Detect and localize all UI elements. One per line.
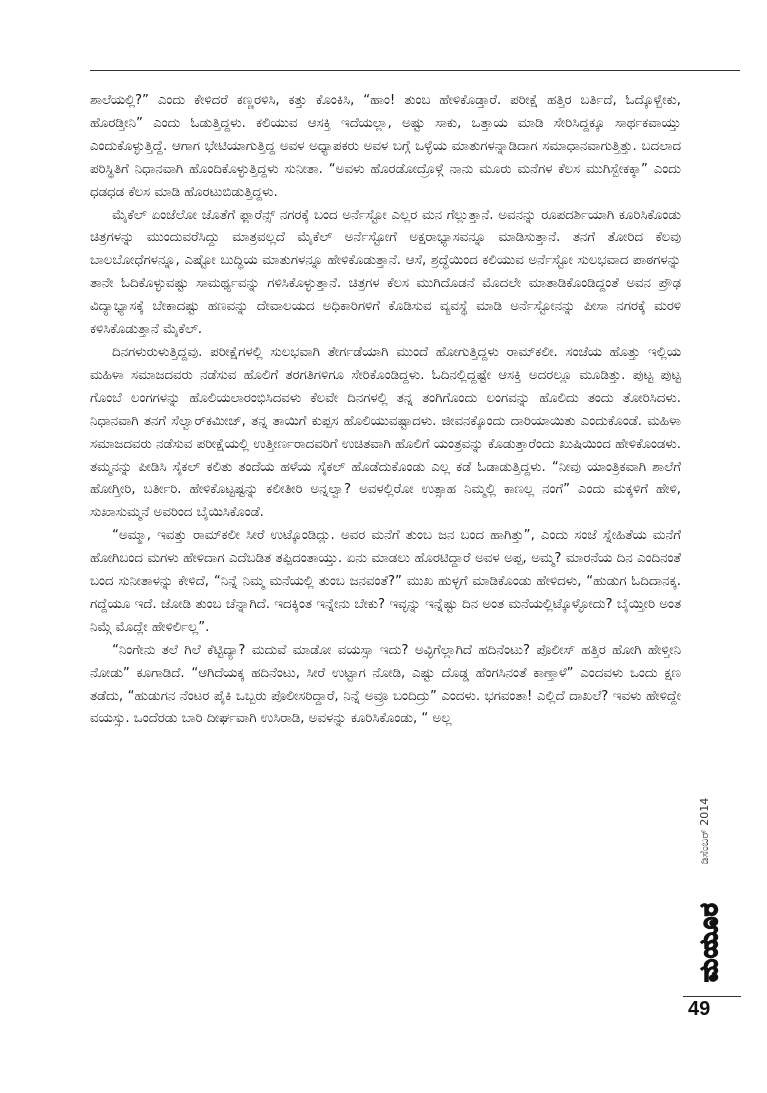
page-number: 49	[688, 998, 711, 1020]
article-paragraph: ಮೈಕೆಲ್ ಏಂಜೆಲೋ ಜೊತೆಗೆ ಫ್ಲಾರೆನ್ಸ್ ನಗರಕ್ಕೆ ಬಂದ ಅರ್ನೆಸ್ಟೋ ಎಲ್ಲರ ಮನ ಗೆಲ್ಲುತ್ತಾನೆ. ಅವನನ್ನು ರೂಪದರ್ಶಿಯಾಗಿ ಕೂರಿಸಿಕೊಂಡು ಚಿತ್ರಗಳನ್ನು ಮುಂದುವರೆಸಿದ್ದು ಮಾತ್ರವಲ್ಲದೆ ಮೈಕೆಲ್ ಅರ್ನೆಸ್ಟೋಗೆ ಅಕ್ಷರಾಭ್ಯಾಸವನ್ನೂ ಮಾಡಿಸುತ್ತಾನೆ. ತನಗೆ ತೋರಿದ ಕೆಲವು ಬಾಲಬೋಧೆಗಳನ್ನೂ, ಎಷ್ಟೋ ಬುದ್ಧಿಯ ಮಾತುಗಳನ್ನೂ ಹೇಳಿಕೊಡುತ್ತಾನೆ. ಆಸೆ, ಶ್ರದ್ಧೆಯಿಂದ ಕಲಿಯುವ ಅರ್ನೆಸ್ಟೋ ಸುಲಭವಾದ ಪಾಠಗಳನ್ನು ತಾನೇ ಓದಿಕೊಳ್ಳುವಷ್ಟು ಸಾಮರ್ಥ್ಯವನ್ನು ಗಳಿಸಿಕೊಳ್ಳುತ್ತಾನೆ. ಚಿತ್ರಗಳ ಕೆಲಸ ಮುಗಿದೊಡನೆ ಮೊದಲೇ ಮಾತಾಡಿಕೊಂಡಿದ್ದಂತೆ ಅವನ ಪ್ರೌಢ ವಿದ್ಯಾಭ್ಯಾಸಕ್ಕೆ ಬೇಕಾದಷ್ಟು ಹಣವನ್ನು ದೇವಾಲಯದ ಅಧಿಕಾರಿಗಳಿಗೆ ಕೊಡಿಸುವ ವ್ಯವಸ್ಥೆ ಮಾಡಿ ಅರ್ನೆಸ್ಟೋನನ್ನು ಪೀಸಾ ನಗರಕ್ಕೆ ಮರಳಿ ಕಳಿಸಿಕೊಡುತ್ತಾನೆ ಮೈಕೆಲ್.	[90, 207, 681, 338]
magazine-side-strip	[693, 786, 723, 982]
article-paragraph: ದಿನಗಳುರುಳುತ್ತಿದ್ದವು. ಪರೀಕ್ಷೆಗಳಲ್ಲಿ ಸುಲಭವಾಗಿ ತೇರ್ಗಡೆಯಾಗಿ ಮುಂದೆ ಹೋಗುತ್ತಿದ್ದಳು ರಾಮ್‌ಕಲೀ. ಸಂಜೆಯ ಹೊತ್ತು ಇಲ್ಲಿಯ ಮಹಿಳಾ ಸಮಾಜದವರು ನಡೆಸುವ ಹೊಲಿಗೆ ತರಗತಿಗಳಿಗೂ ಸೇರಿಕೊಂಡಿದ್ದಳು. ಓದಿನಲ್ಲಿದ್ದಷ್ಟೇ ಆಸಕ್ತಿ ಅದರಲ್ಲೂ ಮೂಡಿತ್ತು. ಪುಟ್ಟ ಪುಟ್ಟ ಗೊಂಬೆ ಲಂಗಗಳನ್ನು ಹೊಲಿಯಲಾರಂಭಿಸಿದವಳು ಕೆಲವೇ ದಿನಗಳಲ್ಲಿ ತನ್ನ ತಂಗಿಗೊಂದು ಲಂಗವನ್ನು ಹೊಲಿದು ತಂದು ತೋರಿಸಿದಳು. ನಿಧಾನವಾಗಿ ತನಗೆ ಸೆಲ್ವಾರ್‌ಕಮೀಜ್, ತನ್ನ ತಾಯಿಗೆ ಕುಪ್ಪಸ ಹೊಲಿಯುವಷ್ಟಾದಳು. ಜೀವನಕ್ಕೊಂದು ದಾರಿಯಾಯಿತು ಎಂದುಕೊಂಡೆ. ಮಹಿಳಾ ಸಮಾಜದವರು ನಡೆಸುವ ಪರೀಕ್ಷೆಯಲ್ಲಿ ಉತ್ತೀರ್ಣರಾದವರಿಗೆ ಉಚಿತವಾಗಿ ಹೊಲಿಗೆ ಯಂತ್ರವನ್ನು ಕೊಡುತ್ತಾರೆಂದು ಖುಷಿಯಿಂದ ಹೇಳಿಕೊಂಡಳು. ತಮ್ಮನನ್ನು ಪೀಡಿಸಿ ಸೈಕಲ್ ಕಲಿತು ತಂದೆಯ ಹಳೆಯ ಸೈಕಲ್ ಹೊಡೆದುಕೊಂಡು ಎಲ್ಲ ಕಡೆ ಓಡಾಡುತ್ತಿದ್ದಳು. “ನೀವು ಯಾಂತ್ರಿಕವಾಗಿ ಶಾಲೆಗೆ ಹೋಗ್ತೀರಿ, ಬರ್ತೀರಿ. ಹೇಳಿಕೊಟ್ಟಷ್ಟನ್ನು ಕಲೀತೀರಿ ಅನ್ನಲ್ವಾ? ಅವಳಲ್ಲಿರೋ ಉತ್ಸಾಹ ನಿಮ್ಮಲ್ಲಿ ಕಾಣಲ್ಲ ನಂಗೆ” ಎಂದು ಮಕ್ಕಳಿಗೆ ಹೇಳಿ, ಸುಖಾಸುಮ್ಮನೆ ಅವರಿಂದ ಬೈಯಿಸಿಕೊಂಡೆ.	[90, 344, 681, 521]
article-paragraph: “ನಿಂಗೇನು ತಲೆ ಗಿಲೆ ಕೆಟ್ಟಿದ್ಯಾ? ಮದುವೆ ಮಾಡೋ ವಯಸ್ಸಾ ಇದು? ಅವ್ಳಿಗೆಲ್ಲಾಗಿದೆ ಹದಿನೆಂಟು? ಪೊಲೀಸ್ ಹತ್ತಿರ ಹೋಗಿ ಹೇಳ್ತೀನಿ ನೋಡು” ಕೂಗಾಡಿದೆ. “ಆಗಿದೆಯಕ್ಕ ಹದಿನೆಂಟು, ಸೀರೆ ಉಟ್ಟಾಗ ನೋಡಿ, ಎಷ್ಟು ದೊಡ್ಡ ಹೆಂಗಸಿನಂತೆ ಕಾಣ್ತಾಳೆ” ಎಂದವಳು ಒಂದು ಕ್ಷಣ ತಡೆದು, “ಹುಡುಗನ ನೆಂಟರ ಪೈಕಿ ಒಬ್ಬರು ಪೊಲೀಸರಿದ್ದಾರೆ, ನಿನ್ನೆ ಅವ್ರೂ ಬಂದಿದ್ರು” ಎಂದಳು. ಭಗವಂತಾ! ಎಲ್ಲಿದೆ ದಾಖಲೆ? ಇವಳು ಹೇಳಿದ್ದೇ ವಯಸ್ಸು. ಒಂದೆರಡು ಬಾರಿ ದೀರ್ಘವಾಗಿ ಉಸಿರಾಡಿ, ಅವಳನ್ನು ಕೂರಿಸಿಕೊಂಡು, “ ಅಲ್ಲ	[90, 642, 681, 727]
article-paragraph: “ಅಮ್ಮಾ, ಇವತ್ತು ರಾಮ್‌ಕಲೀ ಸೀರೆ ಉಟ್ಕೊಂಡಿದ್ಲು. ಅವರ ಮನೆಗೆ ತುಂಬ ಜನ ಬಂದ ಹಾಗಿತ್ತು”, ಎಂದು ಸಂಜೆ ಸ್ನೇಹಿತೆಯ ಮನೆಗೆ ಹೋಗಿಬಂದ ಮಗಳು ಹೇಳಿದಾಗ ಎದೆಬಡಿತ ತಪ್ಪಿದಂತಾಯ್ತು. ಏನು ಮಾಡಲು ಹೊರಟಿದ್ದಾರೆ ಅವಳ ಅಪ್ಪ, ಅಮ್ಮ? ಮಾರನೆಯ ದಿನ ಎಂದಿನಂತೆ ಬಂದ ಸುನೀತಾಳನ್ನು ಕೇಳಿದೆ, “ನಿನ್ನೆ ನಿಮ್ಮ ಮನೆಯಲ್ಲಿ ತುಂಬ ಜನವಂತೆ?” ಮುಖ ಹುಳ್ಳಗೆ ಮಾಡಿಕೊಂಡು ಹೇಳಿದಳು, “ಹುಡುಗ ಓದಿದಾನಕ್ಕ. ಗದ್ದೆಯೂ ಇದೆ. ಜೋಡಿ ತುಂಬ ಚೆನ್ನಾಗಿದೆ. ಇದಕ್ಕಿಂತ ಇನ್ನೇನು ಬೇಕು? ಇವ್ಳನ್ನು ಇನ್ನೆಷ್ಟು ದಿನ ಅಂತ ಮನೆಯಲ್ಲಿಟ್ಕೊಳ್ಳೋದು? ಬೈಯ್ತೀರಿ ಅಂತ ನಿಮ್ಗೆ ಮೊದ್ಲೇ ಹೇಳಿರ್ಲಿಲ್ಲ”.	[90, 528, 681, 635]
top-divider	[90, 70, 740, 71]
article-paragraph: ಶಾಲೆಯಲ್ಲಿ?” ಎಂದು ಕೇಳಿದರೆ ಕಣ್ಣರಳಿಸಿ, ಕತ್ತು ಕೊಂಕಿಸಿ, “ಹಾಂ! ತುಂಬ ಹೇಳಿಕೊಡ್ತಾರೆ. ಪರೀಕ್ಷೆ ಹತ್ತಿರ ಬರ್ತಿದೆ, ಓದ್ಕೊಳ್ಬೇಕು, ಹೊರಡ್ತೀನಿ” ಎಂದು ಓಡುತ್ತಿದ್ದಳು. ಕಲಿಯುವ ಆಸಕ್ತಿ ಇದೆಯಲ್ಲಾ, ಅಷ್ಟು ಸಾಕು, ಒತ್ತಾಯ ಮಾಡಿ ಸೇರಿಸಿದ್ದಕ್ಕೂ ಸಾರ್ಥಕವಾಯ್ತು ಎಂದುಕೊಳ್ಳುತ್ತಿದ್ದೆ. ಆಗಾಗ ಭೇಟಿಯಾಗುತ್ತಿದ್ದ ಅವಳ ಅಧ್ಯಾಪಕರು ಅವಳ ಬಗ್ಗೆ ಒಳ್ಳೆಯ ಮಾತುಗಳನ್ನಾಡಿದಾಗ ಸಮಾಧಾನವಾಗುತ್ತಿತ್ತು. ಬದಲಾದ ಪರಿಸ್ಥಿತಿಗೆ ನಿಧಾನವಾಗಿ ಹೊಂದಿಕೊಳ್ಳುತ್ತಿದ್ದಳು ಸುನೀತಾ. “ಅವಳು ಹೊರಡೋದ್ರೊಳ್ಗೆ ನಾನು ಮೂರು ಮನೆಗಳ ಕೆಲಸ ಮುಗಿಸ್ಬೇಕಕ್ಕಾ” ಎಂದು ಧಡಧಡ ಕೆಲಸ ಮಾಡಿ ಹೊರಟುಬಿಡುತ್ತಿದ್ದಳು.	[90, 93, 681, 200]
issue-date: ಡಿಸೆಂಬರ್ 2014	[698, 797, 711, 865]
magazine-logo: ಮಯೂರ	[693, 902, 723, 982]
footer-divider	[683, 996, 741, 997]
article-body	[90, 90, 681, 731]
